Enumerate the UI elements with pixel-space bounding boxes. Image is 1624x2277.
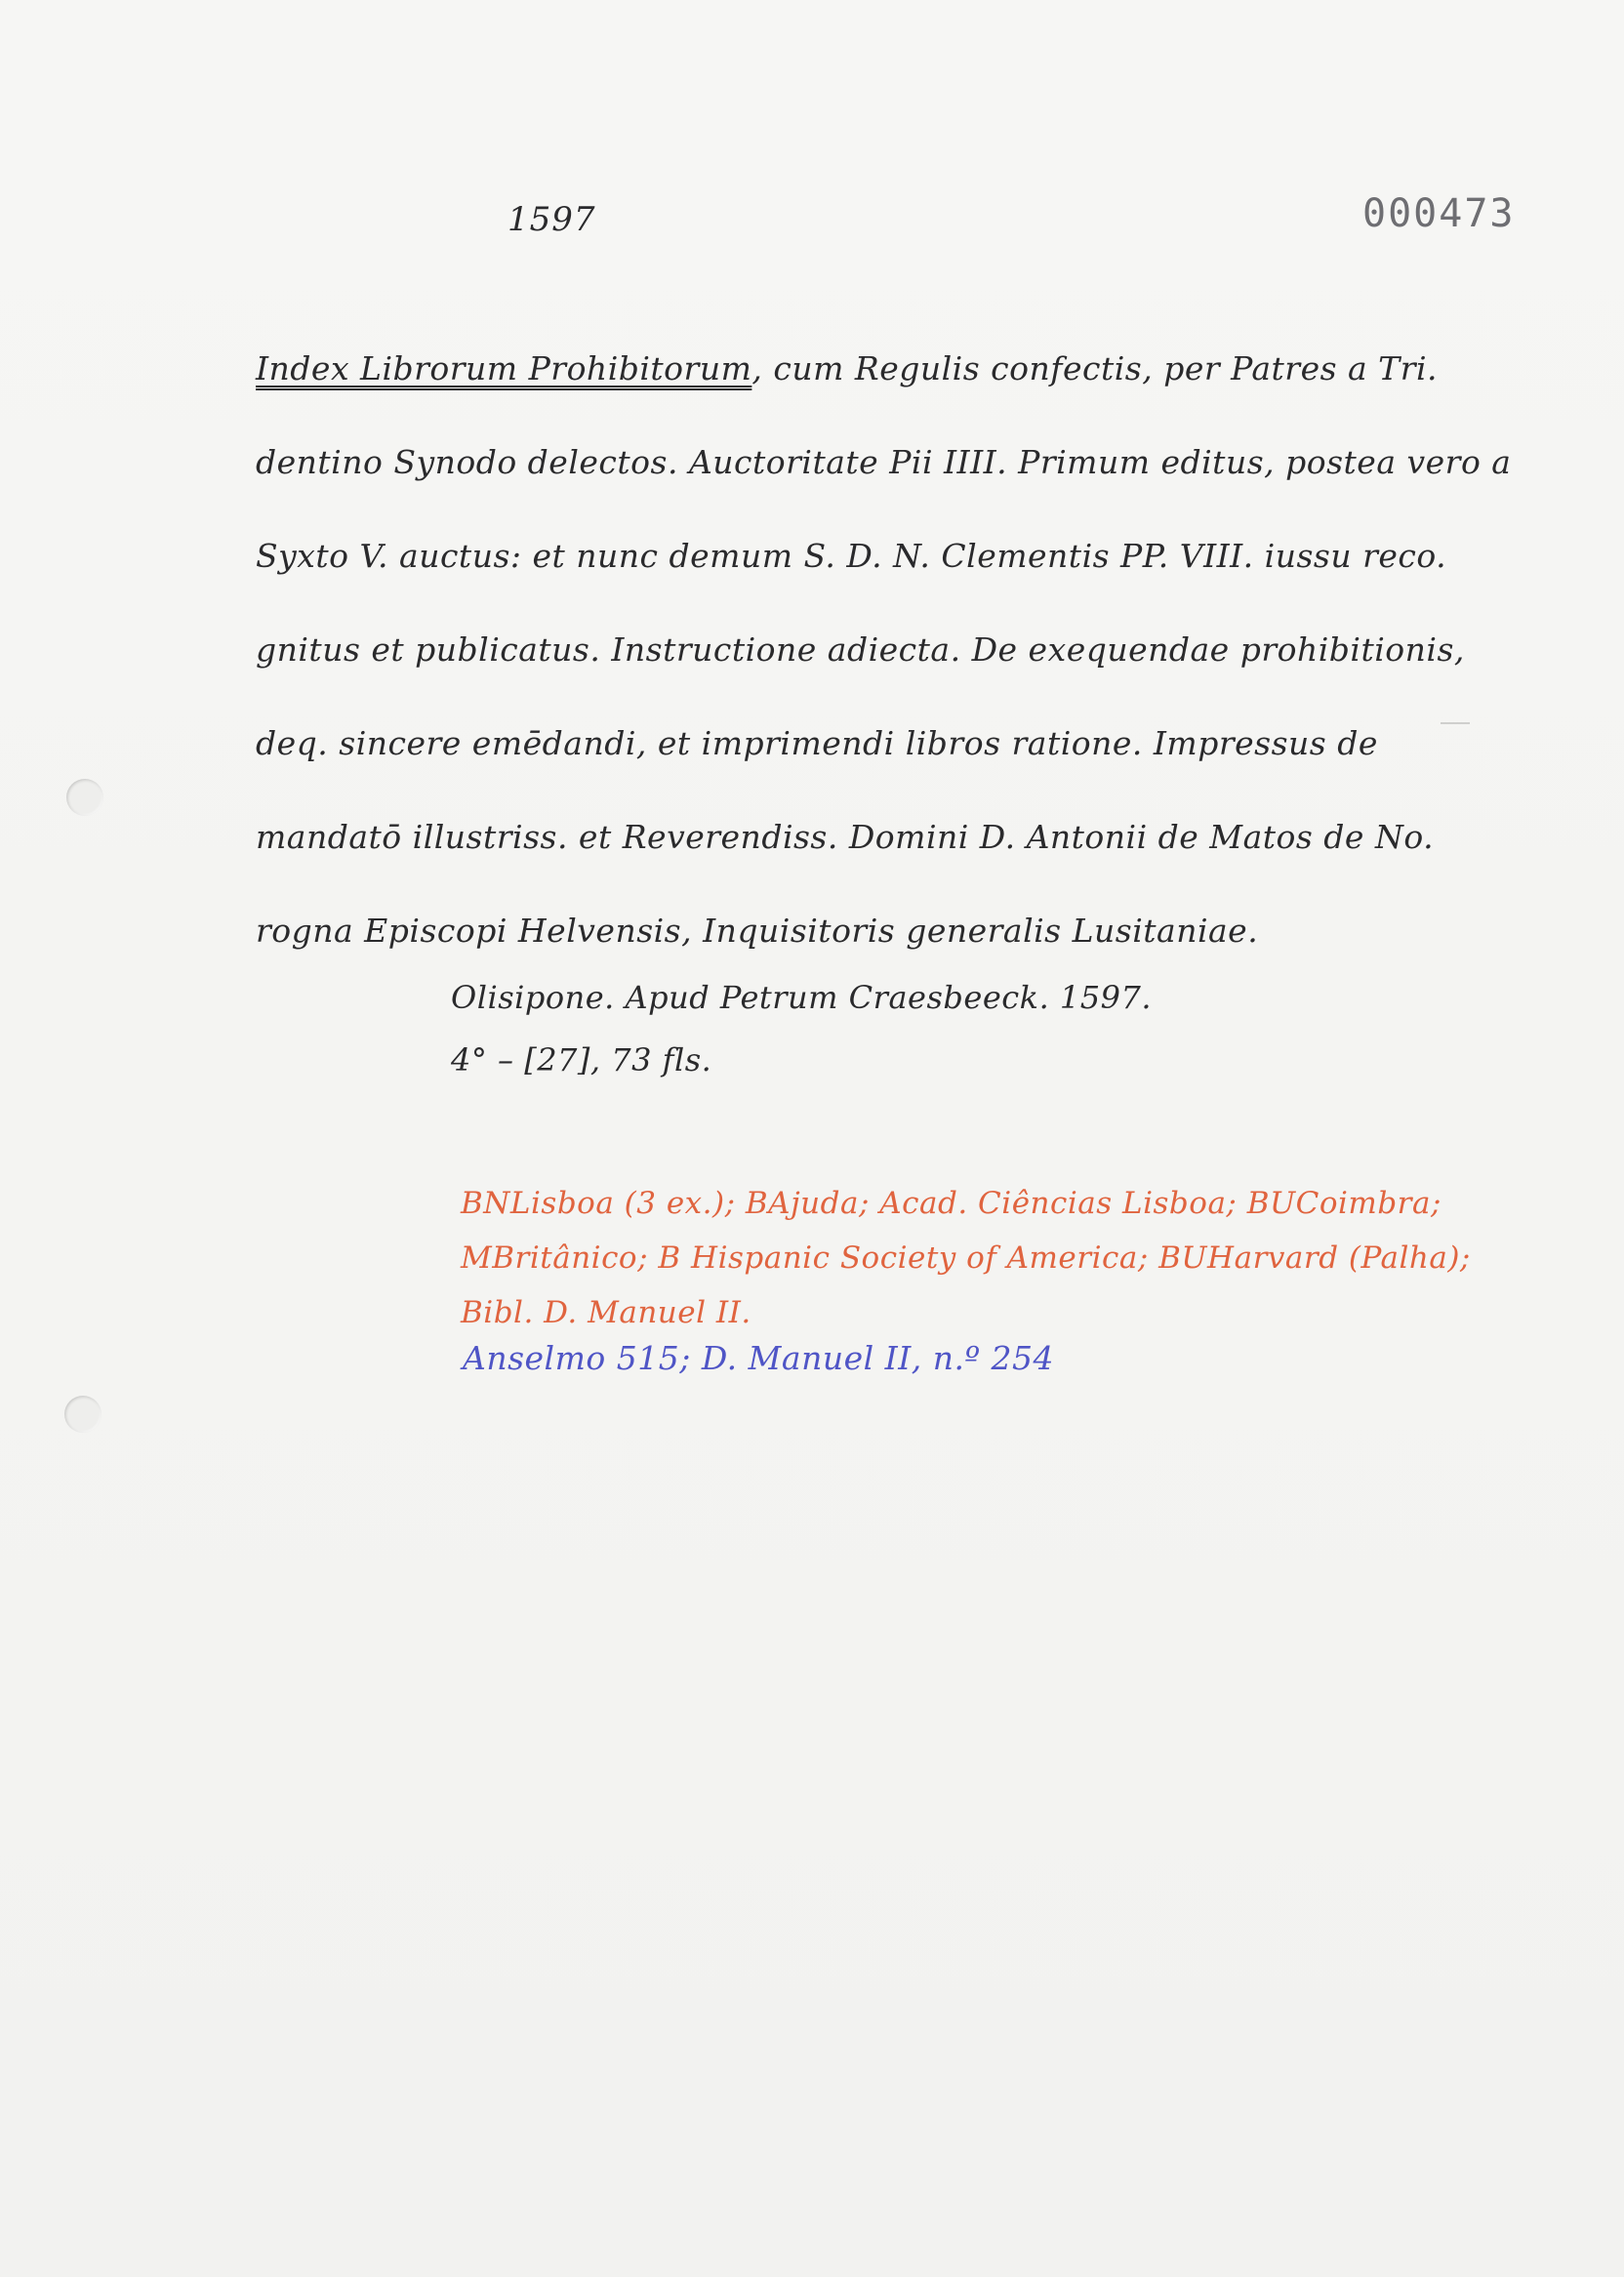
title-line: dentino Synodo delectos. Auctoritate Pii IIII. Primum editus, postea vero a <box>256 443 1512 481</box>
title-line <box>256 322 1466 416</box>
title-line: Syxto V. auctus: et nunc demum S. D. N. Clementis PP. VIII. iussu reco. <box>256 537 1447 575</box>
title-line: rogna Episcopi Helvensis, Inquisitoris generalis Lusitaniae. <box>256 912 1259 950</box>
imprint-block <box>451 966 1152 1091</box>
title-line: mandatō illustriss. et Reverendiss. Domini D. Antonii de Matos de No. <box>256 818 1435 856</box>
punch-hole <box>66 779 103 816</box>
holdings-line: BNLisboa (3 ex.); BAjuda; Acad. Ciências Lisboa; BUCoimbra; <box>461 1186 1441 1221</box>
holdings-list <box>461 1152 1471 1366</box>
collation: 4° – [27], 73 fls. <box>451 1041 712 1078</box>
title-line: deq. sincere emēdandi, et imprimendi libros ratione. Impressus de <box>256 724 1378 762</box>
imprint: Olisipone. Apud Petrum Craesbeeck. 1597. <box>451 979 1153 1016</box>
title-main: Index Librorum Prohibitorum <box>256 349 752 387</box>
title-line-text: , cum Regulis confectis, per Patres a Tri. <box>751 349 1439 387</box>
punch-hole <box>64 1396 102 1433</box>
holdings-line: Bibl. D. Manuel II. <box>461 1295 751 1330</box>
title-line: gnitus et publicatus. Instructione adiecta. De exequendae prohibitionis, <box>256 630 1465 669</box>
title-description <box>256 322 1512 978</box>
holdings-line: MBritânico; B Hispanic Society of America; BUHarvard (Palha); <box>461 1240 1471 1276</box>
card-year: 1597 <box>508 200 596 239</box>
record-number-stamp: 000473 <box>1362 191 1516 236</box>
bibliographic-references: Anselmo 515; D. Manuel II, n.º 254 <box>463 1339 1054 1377</box>
